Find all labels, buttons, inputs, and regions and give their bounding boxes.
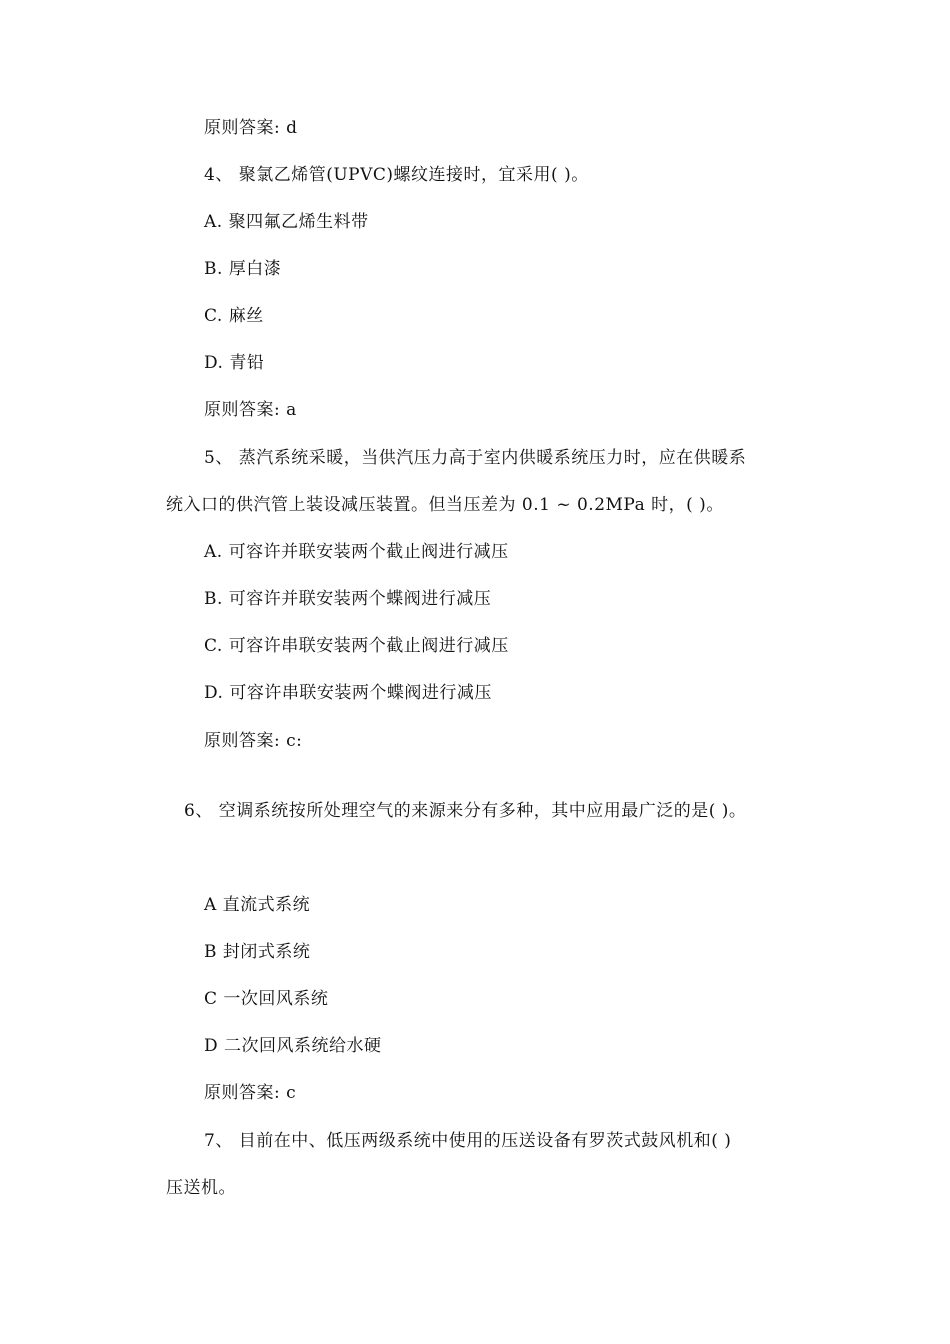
option-d: D. 青铅 [204,353,265,373]
option-c: C 一次回风系统 [204,989,329,1009]
option-a: A. 聚四氟乙烯生料带 [204,212,369,232]
answer-line: 原则答案: a [204,400,297,420]
option-c: C. 麻丝 [204,306,264,326]
option-b: B 封闭式系统 [204,942,311,962]
answer-line: 原则答案: c: [204,731,303,751]
question-5-continued: 统入口的供汽管上装设减压装置。但当压差为 0.1 ~ 0.2MPa 时，( )。 [166,495,724,515]
option-b: B. 可容许并联安装两个蝶阀进行减压 [204,589,492,609]
question-5: 5、 蒸汽系统采暖，当供汽压力高于室内供暖系统压力时，应在供暖系 [204,448,747,468]
option-c: C. 可容许串联安装两个截止阀进行减压 [204,636,509,656]
question-4: 4、 聚氯乙烯管(UPVC)螺纹连接时，宜采用( )。 [204,165,589,185]
question-6: 6、 空调系统按所处理空气的来源来分有多种，其中应用最广泛的是( )。 [184,801,747,821]
option-d: D. 可容许串联安装两个蝶阀进行减压 [204,683,492,703]
answer-line: 原则答案: c [204,1083,297,1103]
option-d: D 二次回风系统给水硬 [204,1036,382,1056]
option-a: A 直流式系统 [204,895,311,915]
question-7: 7、 目前在中、低压两级系统中使用的压送设备有罗茨式鼓风机和( ) [204,1131,732,1151]
option-a: A. 可容许并联安装两个截止阀进行减压 [204,542,509,562]
option-b: B. 厚白漆 [204,259,282,279]
answer-line: 原则答案: d [204,118,298,138]
question-7-continued: 压送机。 [166,1178,236,1198]
